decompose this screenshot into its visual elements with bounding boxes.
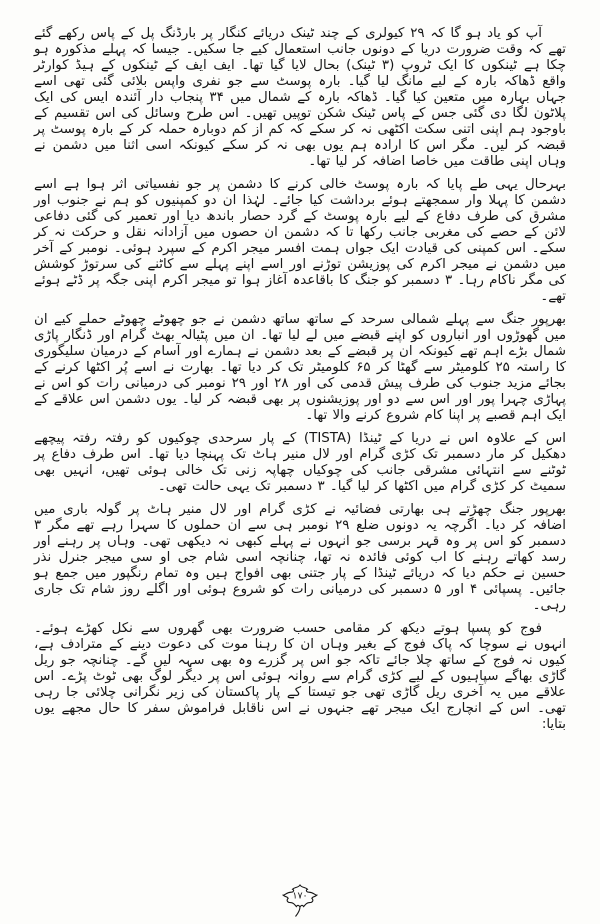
paragraph-6: فوج کو پسپا ہوتے دیکھ کر مقامی حسب ضرورت بھی گھروں سے نکل کھڑے ہوئے۔ انہوں نے سوچا کہ پاک فوج کے بغیر وہاں ان کا رہنا موت کی دعوت دینے کے مترادف ہے، کیوں نہ فوج کے ساتھ چلا جائے تاکہ جو اس پر گزرے وہ بھی سہہ لیں گے۔ چنانچہ جو ریل گاڑی بھاگے سپاہیوں کے لیے کڑی گرام سے روانہ ہوئی اس پر دیگر لوگ بھی ٹوٹ پڑے۔ اس علاقے میں یہ آخری ریل گاڑی تھی جو تیستا کے پار پاکستان کی زیر نگرانی چلائی جا رہی تھی۔ اس کے انچارج ایک میجر تھے جنہوں نے اس ناقابل فراموش سفر کا حال مجھے یوں بتایا: (34, 621, 566, 732)
text-block (34, 26, 566, 740)
page-number: ۱۷۰ (292, 890, 308, 902)
paragraph-4: اس کے علاوہ اس نے دریا کے ٹینڈا (TISTA) کے پار سرحدی چوکیوں کو رفتہ رفتہ پیچھے دھکیل کر مار دسمبر تک کڑی گرام اور لال منیر ہاٹ تک پہنچا دیا تھا۔ اس طرف دفاع پر ٹوٹنے سے انتہائی مشرقی جانب کی چوکیاں چھاپہ زنی تک خالی ہوئی تھیں، انہیں بھی سمیٹ کر کڑی گرام میں اکٹھا کر لیا گیا۔ ۳ دسمبر تک یہی حالت تھی۔ (34, 431, 566, 494)
paragraph-5: بھرپور جنگ چھڑتے ہی بھارتی فضائیہ نے کڑی گرام اور لال منیر ہاٹ پر گولہ باری میں اضافہ کر دیا۔ اگرچہ یہ دونوں ضلع ۲۹ نومبر ہی سے ان حملوں کا سہرا رہے تھے مگر ۳ دسمبر کو اس پر وہ قہر برسی جو انہوں نے پہلے کبھی نہ دیکھی تھی۔ وہاں پر رہنے اور رسد کھاتے رہنے کا اب کوئی فائدہ نہ تھا، چنانچہ اسی شام جی او سی میجر جنرل نذر حسین نے حکم دیا کہ دریائے ٹینڈا کے پار جتنی بھی افواج ہیں وہ تمام رنگپور میں جمع ہو جائیں۔ پسپائی ۴ اور ۵ دسمبر کی درمیانی رات کو شروع ہوئی اور اگلے روز شام تک جاری رہی۔ (34, 502, 567, 613)
page-footer (0, 884, 600, 918)
leaf-ornament-icon (282, 884, 318, 918)
paragraph-1: آپ کو یاد ہو گا کہ ۲۹ کیولری کے چند ٹینک دریائے کنگار پر بارڈنگ پل کے پاس رکھے گئے تھے کہ وقت ضرورت دریا کے دونوں جانب استعمال کیے جا سکیں۔ جیسا کہ پہلے مذکورہ ہو چکا ہے ٹینکوں کا ایک ٹروپ (۳ ٹینک) بحال لایا گیا تھا۔ ایف ایف کے ٹینکوں کے ہیڈ کوارٹر واقع ڈھاکہ بارہ کے لیے مانگ لیا گیا۔ بارہ پوسٹ سے جو نفری واپس بلائی گئی تھی اسے جہاں بہارہ میں متعین کیا گیا۔ ڈھاکہ بارہ کے شمال میں ۳۴ پنجاب دار آئندہ ایس کی ایک پلاٹون لگا دی گئی جس کے پاس ٹینک شکن توپیں تھیں۔ اس طرح وسائل کی اس تقسیم کے باوجود ہم اپنی اتنی سکت اکٹھی نہ کر سکے کہ کم از کم دوبارہ حملہ کر کے بارہ پوسٹ پر قبضہ کر لیں۔ مگر اس کا ارادہ ہم یوں بھی نہ کر سکے کیونکہ اسی اثنا میں دشمن نے وہاں اپنی طاقت میں خاصا اضافہ کر لیا تھا۔ (34, 26, 567, 169)
paragraph-2: بہرحال یہی طے پایا کہ بارہ پوسٹ خالی کرنے کا دشمن پر جو نفسیاتی اثر ہوا ہے اسے دشمن کا پہلا وار سمجھتے ہوئے برداشت کیا جائے۔ لہٰذا ان دو کمپنیوں کو ہم نے جنوب اور مشرق کی طرف دفاع کے لیے بارہ پوسٹ کے گرد حصار باندھ دیا اور تعمیر کی گئی دفاعی لائن کے حصے کی مغربی جانب رکھا تا کہ دشمن ان حصوں میں آزادانہ نقل و حرکت نہ کر سکے۔ اس کمپنی کی قیادت ایک جواں ہمت افسر میجر اکرم کے سپرد ہوئی۔ نومبر کے آخر میں دشمن نے میجر اکرم کی پوزیشن توڑنے اور اسے اپنے پہلے سے کاٹنے کی سرتوڑ کوشش کی مگر ناکام رہا۔ ۳ دسمبر کو جنگ کا باقاعدہ آغاز ہوا تو میجر اکرم اپنی جگہ پر ڈٹے ہوئے تھے۔ (34, 177, 566, 304)
paragraph-3: بھرپور جنگ سے پہلے شمالی سرحد کے ساتھ ساتھ دشمن نے جو چھوٹے چھوٹے حملے کیے ان میں گھوڑوں اور انباروں کو اپنے قبضے میں لے لیا تھا۔ ان میں پٹیالہ بھٹ گرام اور ڈنگار پاڑی شمال بڑے اہم تھے کیونکہ ان پر قبضے کے بعد دشمن نے ہمارے اور آسام کے درمیان سلیگوری کا راستہ ۲۵ کلومیٹر سے گھٹا کر ۶۵ کلومیٹر تک کر دیا تھا۔ بھارت نے اسے پُر اکٹھا کرنے کے بجائے مزید جنوب کی طرف پیش قدمی کی اور ۲۸ اور ۲۹ نومبر کی درمیانی رات کو اس نے پہاڑی چہرا پور اور اس سے دو اور پوزیشنوں پر بھی قبضہ کر لیا۔ یوں دشمن اس علاقے کے ایک اہم قصبے پر اپنا کام شروع کرنے والا تھا۔ (34, 312, 566, 423)
